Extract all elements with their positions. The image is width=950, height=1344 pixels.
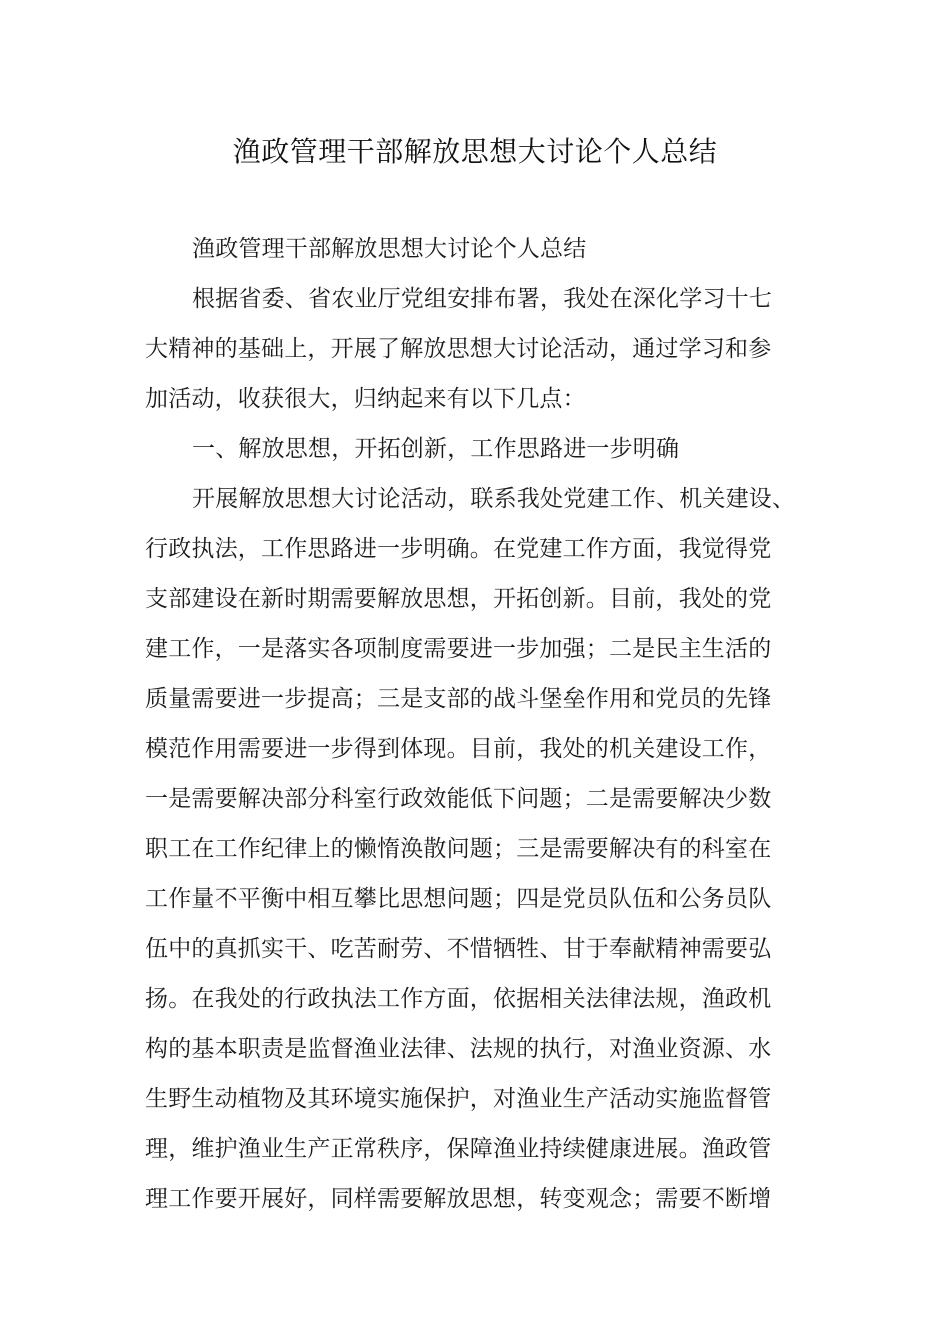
- paragraph-line: 一是需要解决部分科室行政效能低下问题；二是需要解决少数: [145, 786, 772, 812]
- paragraph-line: 大精神的基础上，开展了解放思想大讨论活动，通过学习和参: [145, 336, 772, 362]
- section-heading: 一、解放思想，开拓创新，工作思路进一步明确: [192, 436, 680, 462]
- paragraph-line: 行政执法，工作思路进一步明确。在党建工作方面，我觉得党: [145, 536, 772, 562]
- paragraph-line: 构的基本职责是监督渔业法律、法规的执行，对渔业资源、水: [145, 1036, 772, 1062]
- paragraph-line: 扬。在我处的行政执法工作方面，依据相关法律法规，渔政机: [145, 986, 772, 1012]
- paragraph-line: 质量需要进一步提高；三是支部的战斗堡垒作用和党员的先锋: [145, 686, 772, 712]
- paragraph-line: 职工在工作纪律上的懒惰涣散问题；三是需要解决有的科室在: [145, 836, 772, 862]
- paragraph-line: 根据省委、省农业厅党组安排布署，我处在深化学习十七: [192, 286, 772, 312]
- paragraph-line: 工作量不平衡中相互攀比思想问题；四是党员队伍和公务员队: [145, 886, 772, 912]
- paragraph-line: 开展解放思想大讨论活动，联系我处党建工作、机关建设、: [192, 486, 796, 512]
- paragraph-line: 理，维护渔业生产正常秩序，保障渔业持续健康进展。渔政管: [145, 1136, 772, 1162]
- paragraph-line: 伍中的真抓实干、吃苦耐劳、不惜牺牲、甘于奉献精神需要弘: [145, 936, 772, 962]
- paragraph-line: 建工作，一是落实各项制度需要进一步加强；二是民主生活的: [145, 636, 772, 662]
- paragraph-line: 模范作用需要进一步得到体现。目前，我处的机关建设工作，: [145, 736, 772, 762]
- paragraph-line-subtitle: 渔政管理干部解放思想大讨论个人总结: [192, 236, 587, 262]
- paragraph-line: 理工作要开展好，同样需要解放思想，转变观念；需要不断增: [145, 1186, 772, 1212]
- paragraph-line: 加活动，收获很大，归纳起来有以下几点：: [145, 386, 586, 412]
- paragraph-line: 支部建设在新时期需要解放思想，开拓创新。目前，我处的党: [145, 586, 772, 612]
- paragraph-line: 生野生动植物及其环境实施保护，对渔业生产活动实施监督管: [145, 1086, 772, 1112]
- document-title: 渔政管理干部解放思想大讨论个人总结: [232, 135, 718, 168]
